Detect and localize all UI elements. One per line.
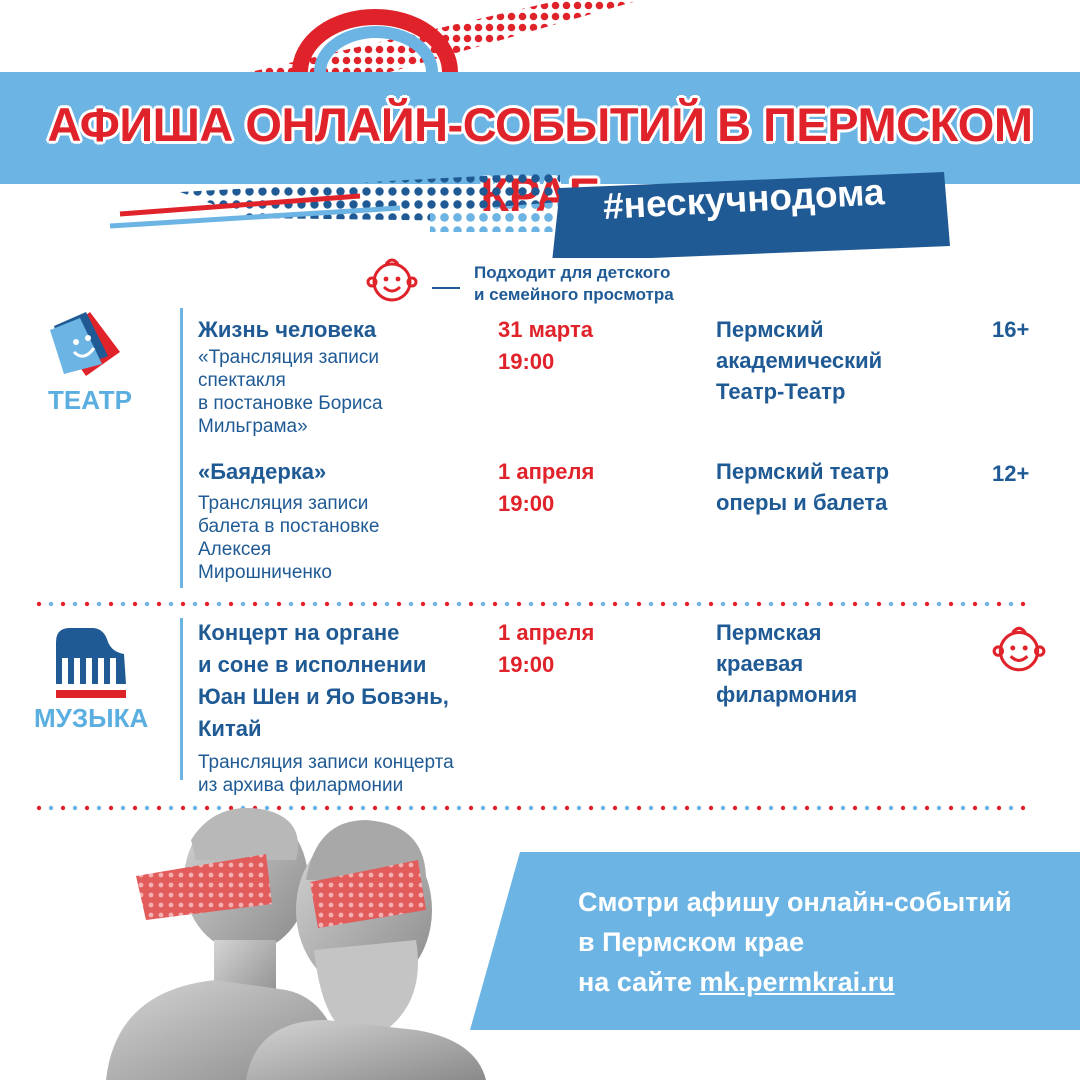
event-3 (198, 617, 498, 797)
category-label-music: МУЗЫКА (34, 703, 149, 733)
event-title: «Баядерка» (198, 459, 327, 484)
hashtag: #нескучнодома (602, 171, 886, 227)
event-time: 19:00 (498, 349, 555, 374)
category-divider-theatre (180, 308, 183, 588)
event-date: 1 апреля (498, 620, 595, 645)
page-title: АФИША ОНЛАЙН-СОБЫТИЙ В ПЕРМСКОМ (47, 98, 1033, 151)
event-2-venue (716, 456, 889, 518)
venue-line: Театр-Театр (716, 379, 846, 404)
venue-line: краевая (716, 651, 804, 676)
title-line: Китай (198, 716, 262, 741)
event-date: 31 марта (498, 317, 593, 342)
legend-text (474, 262, 734, 306)
legend-line-1: Подходит для детского (474, 263, 671, 282)
event-title (198, 617, 498, 745)
child-face-icon (364, 254, 420, 304)
theatre-mask-icon (50, 312, 122, 376)
venue-line: филармония (716, 682, 858, 707)
promo-text (578, 882, 1058, 1002)
venue-line: Пермская (716, 620, 822, 645)
desc-line: Мирошниченко (198, 562, 332, 583)
child-face-icon (990, 622, 1048, 674)
age-rating: 12+ (992, 461, 1030, 486)
venue-line: академический (716, 348, 883, 373)
piano-icon (52, 624, 130, 700)
age-rating: 16+ (992, 317, 1030, 342)
desc-line: Алексея (198, 539, 272, 560)
promo-site-link[interactable]: mk.permkrai.ru (699, 967, 895, 997)
section-separator (36, 601, 1032, 607)
promo-line-2: в Пермском крае (578, 927, 805, 957)
desc-line: «Трансляция записи (198, 347, 379, 368)
desc-line: спектакля (198, 370, 286, 391)
top-decoration (0, 0, 1080, 72)
desc-line: Трансляция записи (198, 493, 369, 514)
desc-line: балета в постановке (198, 516, 380, 537)
promo-line-1: Смотри афишу онлайн-событий (578, 887, 1012, 917)
dots-decoration (100, 172, 570, 232)
event-time: 19:00 (498, 652, 555, 677)
event-date: 1 апреля (498, 459, 595, 484)
event-2 (198, 456, 488, 584)
venue-line: оперы и балета (716, 490, 888, 515)
event-2-datetime (498, 456, 594, 520)
venue-line: Пермский театр (716, 459, 890, 484)
event-description (198, 751, 498, 797)
event-1-venue (716, 314, 882, 407)
event-3-venue (716, 617, 857, 710)
legend-line-2: и семейного просмотра (474, 285, 674, 304)
promo-line-3 (578, 962, 1058, 1002)
event-1 (198, 314, 488, 438)
title-line: Юан Шен и Яо Бовэнь, (198, 684, 449, 709)
event-time: 19:00 (498, 491, 555, 516)
category-divider-music (180, 618, 183, 780)
legend-divider (432, 287, 460, 289)
venue-line: Пермский (716, 317, 824, 342)
desc-line: Мильграма» (198, 416, 308, 437)
desc-line: Трансляция записи концерта (198, 752, 454, 773)
category-label-theatre: ТЕАТР (48, 385, 132, 415)
event-1-datetime (498, 314, 593, 378)
title-line: и соне в исполнении (198, 652, 427, 677)
desc-line: в постановке Бориса (198, 393, 383, 414)
promo-prefix: на сайте (578, 967, 700, 997)
event-description (198, 492, 488, 584)
desc-line: из архива филармонии (198, 775, 404, 796)
event-3-datetime (498, 617, 594, 681)
title-line: Концерт на органе (198, 620, 400, 645)
event-description (198, 346, 488, 438)
statues-vr-image (96, 800, 516, 1080)
event-title: Жизнь человека (198, 317, 377, 342)
